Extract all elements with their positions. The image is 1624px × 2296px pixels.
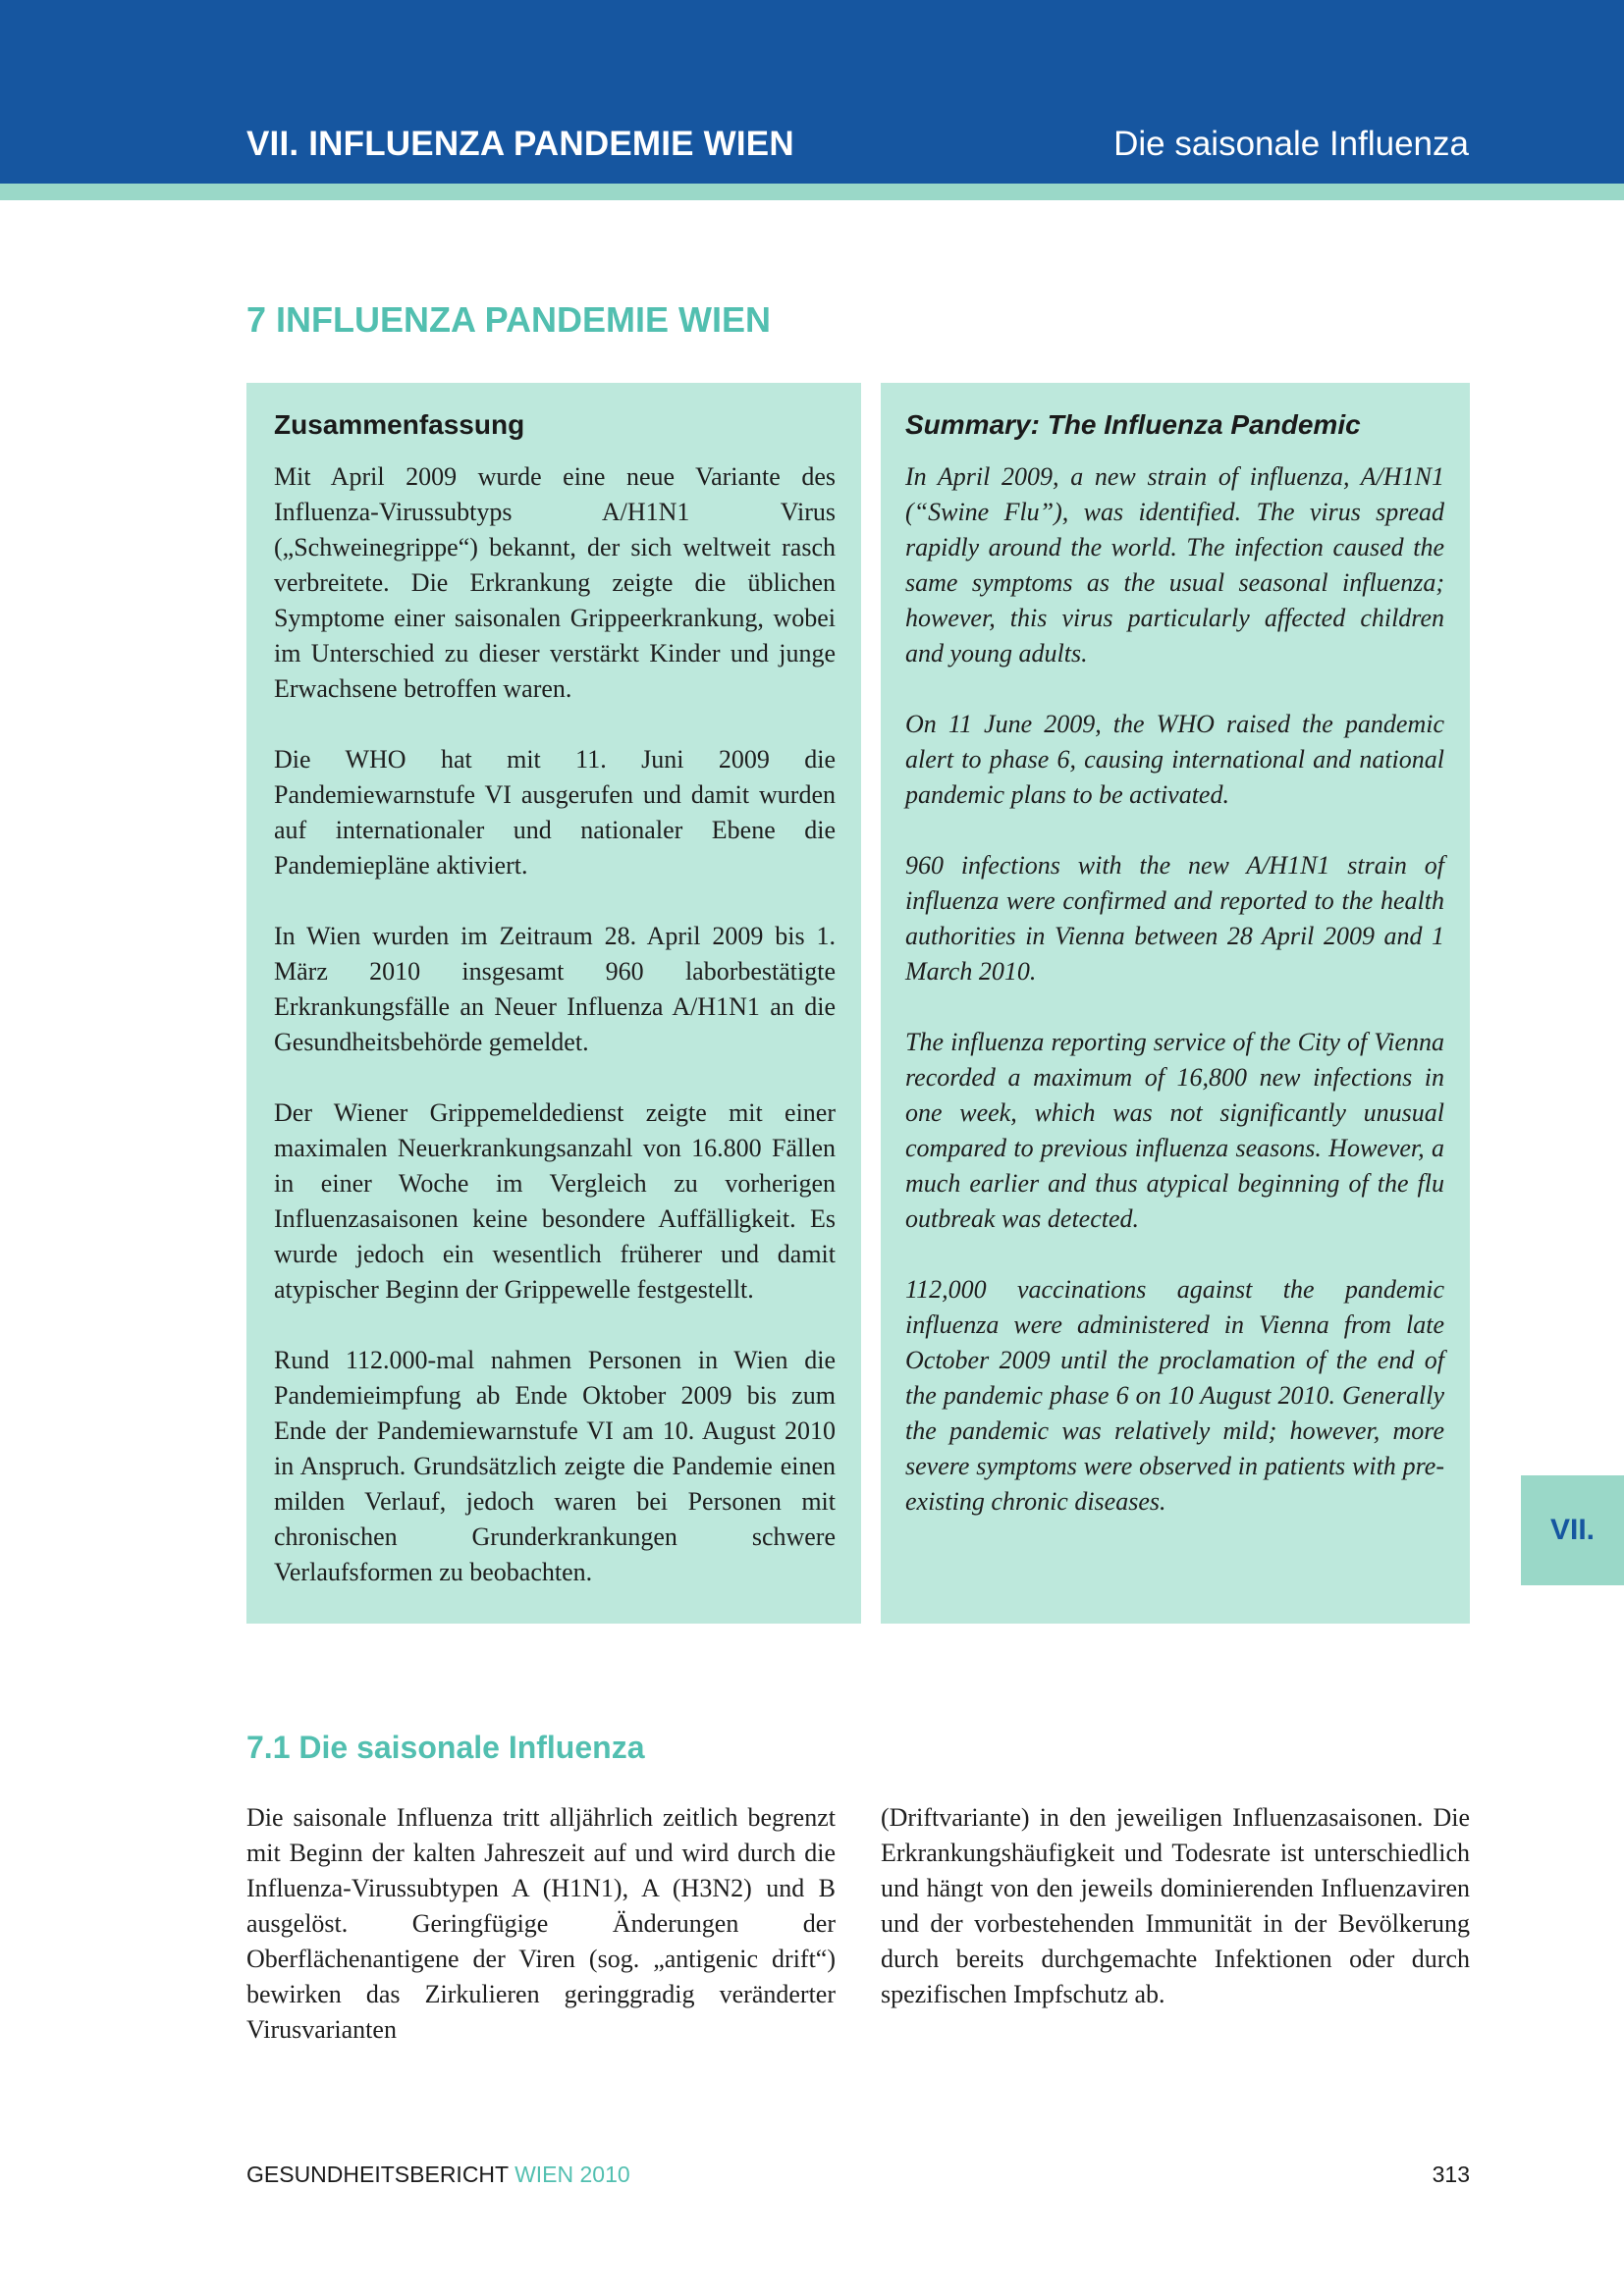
summary-paragraph: Mit April 2009 wurde eine neue Variante des Influenza-Virussubtyps A/H1N1 Virus („Schweinegrippe“) bekannt, der sich weltweit rasch verbreitete. Die Erkrankung zeigte die üblichen Symptome einer saisonalen Grippeerkrankung, wobei im Unterschied zu dieser verstärkt Kinder und junge Erwachsene betroffen waren. xyxy=(274,462,836,703)
summary-paragraph: Rund 112.000-mal nahmen Personen in Wien die Pandemieimpfung ab Ende Oktober 2009 bis zum Ende der Pandemiewarnstufe VI am 10. August 2010 in Anspruch. Grundsätzlich zeigte die Pandemie einen milden Verlauf, jedoch waren bei Personen mit chronischen Grunderkrankungen schwere Verlaufsformen zu beobachten. xyxy=(274,1346,836,1586)
summary-paragraph: Der Wiener Grippemeldedienst zeigte mit einer maximalen Neuerkrankungsanzahl von 16.800 Fällen in einer Woche im Vergleich zu vorherigen Influenzasaisonen keine besondere Auffälligkeit. Es wurde jedoch ein wesentlich früherer und damit atypischer Beginn der Grippewelle festgestellt. xyxy=(274,1098,836,1304)
page-title: 7 INFLUENZA PANDEMIE WIEN xyxy=(246,299,772,340)
header-stripe xyxy=(0,184,1624,200)
page-number: 313 xyxy=(1432,2162,1470,2187)
body-text-left: Die saisonale Influenza tritt alljährlich zeitlich begrenzt mit Beginn der kalten Jahreszeit auf und wird durch die Influenza-Virussubtypen A (H1N1), A (H3N2) und B ausgelöst. Geringfügige Änderungen der Oberflächenantigene der Viren (sog. „antigenic drift“) bewirken das Zirkulieren geringgradig veränderter Virusvarianten xyxy=(246,1803,836,2044)
summary-title-english: Summary: The Influenza Pandemic xyxy=(905,409,1361,440)
summary-paragraph: Die WHO hat mit 11. Juni 2009 die Pandemiewarnstufe VI ausgerufen und damit wurden auf internationaler und nationaler Ebene die Pandemiepläne aktiviert. xyxy=(274,745,836,880)
section-heading: 7.1 Die saisonale Influenza xyxy=(246,1730,645,1765)
summary-paragraph: In Wien wurden im Zeitraum 28. April 2009 bis 1. März 2010 insgesamt 960 laborbestätigte Erkrankungsfälle an Neuer Influenza A/H1N1 an die Gesundheitsbehörde gemeldet. xyxy=(274,922,836,1056)
summary-paragraph: The influenza reporting service of the City of Vienna recorded a maximum of 16,800 new infections in one week, which was not significantly unusual compared to previous influenza seasons. However, a much earlier and thus atypical beginning of the flu outbreak was detected. xyxy=(905,1028,1444,1233)
footer-report-title xyxy=(246,2160,630,2189)
chapter-tab[interactable] xyxy=(1521,1475,1624,1585)
body-text-right: (Driftvariante) in den jeweiligen Influenzasaisonen. Die Erkrankungshäufigkeit und Todesrate ist unterschiedlich und hängt von den jeweils dominierenden Influenzaviren und der vorbestehenden Immunität in der Bevölkerung durch bereits durchgemachte Infektionen oder durch spezifischen Impfschutz ab. xyxy=(881,1803,1470,2008)
chapter-tab-label: VII. xyxy=(1549,1514,1595,1546)
chapter-title: VII. INFLUENZA PANDEMIE WIEN xyxy=(246,125,794,163)
footer-report-edition: WIEN 2010 xyxy=(514,2162,630,2187)
summary-paragraph: 960 infections with the new A/H1N1 strain of influenza were confirmed and reported to the health authorities in Vienna between 28 April 2009 and 1 March 2010. xyxy=(905,851,1444,986)
section-name: Die saisonale Influenza xyxy=(1113,125,1469,163)
summary-paragraph: 112,000 vaccinations against the pandemic influenza were administered in Vienna from late October 2009 until the proclamation of the end of the pandemic phase 6 on 10 August 2010. Generally the pandemic was relatively mild; however, more severe symptoms were observed in patients with pre-existing chronic diseases. xyxy=(905,1275,1444,1516)
footer-report-name: GESUNDHEITSBERICHT xyxy=(246,2162,509,2187)
summary-paragraph: On 11 June 2009, the WHO raised the pandemic alert to phase 6, causing international and national pandemic plans to be activated. xyxy=(905,710,1444,809)
summary-paragraph: In April 2009, a new strain of influenza, A/H1N1 (“Swine Flu”), was identified. The virus spread rapidly around the world. The infection caused the same symptoms as the usual seasonal influenza; however, this virus particularly affected children and young adults. xyxy=(905,462,1444,667)
summary-box-german xyxy=(246,383,861,1624)
summary-box-english xyxy=(881,383,1470,1624)
summary-title-german: Zusammenfassung xyxy=(274,409,525,440)
